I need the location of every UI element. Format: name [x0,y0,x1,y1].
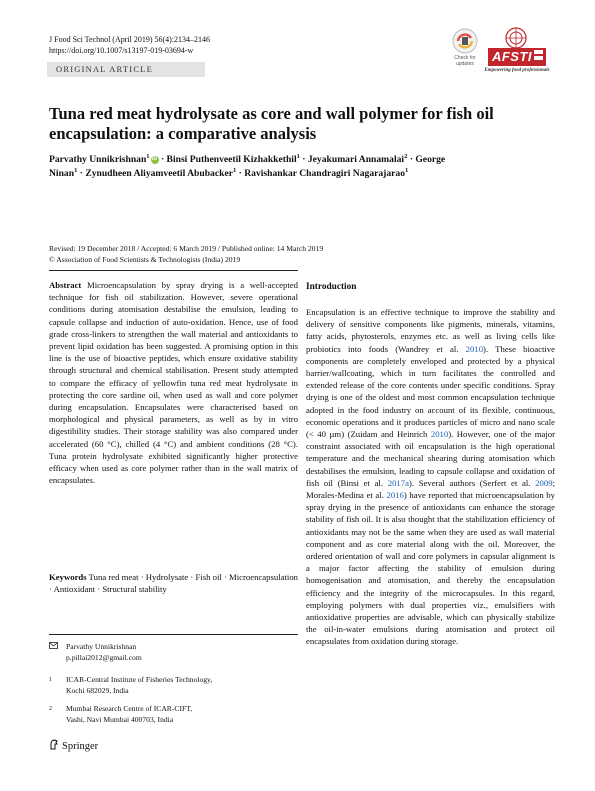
affiliation-number: 2 [49,706,52,713]
footnote-rule [49,634,298,635]
doi-link[interactable]: https://doi.org/10.1007/s13197-019-03694-w [49,46,194,55]
author-affiliation-marker: 2 [404,152,408,160]
section-heading-introduction: Introduction [306,282,357,292]
body-text: ). Several authors (Serfert et al. [408,477,536,488]
body-text: ). However, one of the major constraint associated with oil encapsulation is the high operational temperature and the mechanical shearing during atomisation which destabilises the emulsion, leading to capsule collapse and oxidation of fish oil (Binsi et al. [306,429,555,488]
body-text: Encapsulation is an effective technique to improve the stability and delivery of sensitive components like pigments, minerals, vitamins, fatty acids, phytosterols, enzymes etc. as well as living cells like probiotics into foods (Wandrey et al. [306,307,555,354]
affiliation-line: Kochi 682029, India [66,685,129,695]
affiliation-item [49,704,299,725]
history-dates: Revised: 19 December 2018 / Accepted: 6 March 2019 / Published online: 14 March 2019 [49,244,324,253]
check-updates-label: Check for updates [454,55,476,67]
author-separator: · [407,154,416,165]
article-title: Tuna red meat hydrolysate as core and wall polymer for fish oil encapsulation: a comparative analysis [49,104,494,143]
correspondence [49,642,299,663]
author-separator: · [77,167,86,179]
footnotes [49,642,299,726]
author-affiliation-marker: 1 [405,166,409,174]
article-type-banner: ORIGINAL ARTICLE [47,62,205,77]
journal-citation: J Food Sci Technol (April 2019) 56(4):2134–2146 [49,35,211,44]
correspondence-email[interactable]: p.pillai2012@gmail.com [66,652,142,662]
afst-tagline: Empowering food professionals [484,68,550,73]
check-updates-icon [449,27,481,55]
keywords-text: Tuna red meat · Hydrolysate · Fish oil · Microencapsulation · Antioxidant · Structural stability [49,572,299,595]
author-affiliation-marker: 1 [74,166,78,174]
affiliation-line: ICAR-Central Institute of Fisheries Technology, [66,675,213,685]
body-text: ). These bioactive components are completely enveloped and protected by a physical barrier/wallcoating, which in turn facilitates the controlled and extended release of the core contents under specific conditions. Spray drying is one of the oldest and most common encapsulation technique adopted in the food industry on account of its flexible, continuous, economic operations and it produces particles of micro and nano scale (< 40 µm) (Zuidam and Heinrich [306,343,555,440]
afst-logo-text: AFSTI [491,49,533,64]
author-name[interactable]: Ravishankar Chandragiri Nagarajarao [244,167,406,179]
citation-link[interactable]: 2017a [387,477,409,488]
body-text: ) have reported that microencapsulation by spray drying in the presence of antioxidants can enhance the storage stability of fish oil. It is also thought that the stabilization efficiency of antioxidants may not be the same when they are used as wall material component and as core material along with the oil. Moreover, the ordered orientation of wall and core polymers in capsular alignment is a major factor affecting the stability of emulsion during homogenisation and atomisation, and thereby the encapsulation efficiency and the integrity of the microcapsules. In this regard, employing polymers with dual properties viz., emulsifiers with antioxidative properties are advisable, which can physically stabilize the oil-in-water emulsions during atomisation and protect oil encapsulates from oxidation during storage. [306,490,555,647]
author-separator: · [158,154,167,165]
correspondence-name: Parvathy Unnikrishnan [66,642,137,651]
author-name[interactable]: Binsi Puthenveetil Kizhakkethil [166,154,297,165]
envelope-icon [49,642,58,663]
orcid-icon[interactable]: iD [152,156,158,162]
author-name[interactable]: Zynudheen Aliyamveetil Abubacker [85,167,233,179]
author-separator: · [236,167,245,179]
abstract-top-rule [49,270,298,271]
abstract-text: Microencapsulation by spray drying is a well-accepted technique for fish oil stabilization. However, severe operational conditions during atomisation destabilise the emulsion, leading to capsule collapse and induction of auto-oxidation. Hence, use of food grade cross-linkers to strengthen the wall material and antioxidants to prevent lipid oxidation has been suggested. A promising option in this line is the use of bioactive peptides, which ensure oxidative stability through structural and chemical stabilisation. Present study attempted to compare the efficacy of yellowfin tuna red meat hydrolysate in protecting the core sardine oil, when used as wall and core polymer during encapsulation. Encapsulates were characterised based on morphological and physical parameters, as well as by in vitro digestibility studies. Their storage stability was also compared under accelerated (60 °C), chilled (4 °C) and ambient conditions (28 °C). Tuna protein hydrolysate exhibited significantly higher protective efficacy when used as core polymer rather than in the wall matrix of encapsulates. [49,280,298,486]
author-affiliation-marker: 1 [296,152,300,160]
author-list [49,153,449,180]
affiliation-item [49,675,299,696]
citation-link[interactable]: 2009 [535,477,553,488]
affiliation-line: Mumbai Research Centre of ICAR-CIFT, [66,704,193,714]
body-text: ; Morales-Medina et al. [306,477,555,501]
author-affiliation-marker: 1 [232,166,237,174]
author-separator: · [299,154,308,165]
keywords [49,571,298,595]
author-name[interactable]: George Ninan [49,154,446,179]
abstract-label: Abstract [49,280,82,290]
check-for-updates-badge[interactable] [445,27,485,72]
author-affiliation-marker: 1 [146,152,150,160]
springer-horse-icon [49,739,59,753]
affiliation-number: 1 [49,677,52,684]
citation-link[interactable]: 2016 [386,490,404,501]
affiliation-line: Vashi, Navi Mumbai 400703, India [66,714,174,724]
copyright-line: © Association of Food Scientists & Technologists (India) 2019 [49,255,241,264]
citation-link[interactable]: 2010 [430,429,449,440]
author-name[interactable]: Parvathy Unnikrishnan [49,154,147,165]
publisher-logo [49,739,98,753]
keywords-label: Keywords [49,572,87,582]
publisher-name: Springer [62,740,99,752]
publication-dates [49,243,529,265]
afst-logo [482,26,552,80]
author-name[interactable]: Jeyakumari Annamalai [307,154,405,165]
introduction-paragraph [306,306,555,648]
abstract [49,279,298,486]
citation-link[interactable]: 2010 [465,343,484,354]
